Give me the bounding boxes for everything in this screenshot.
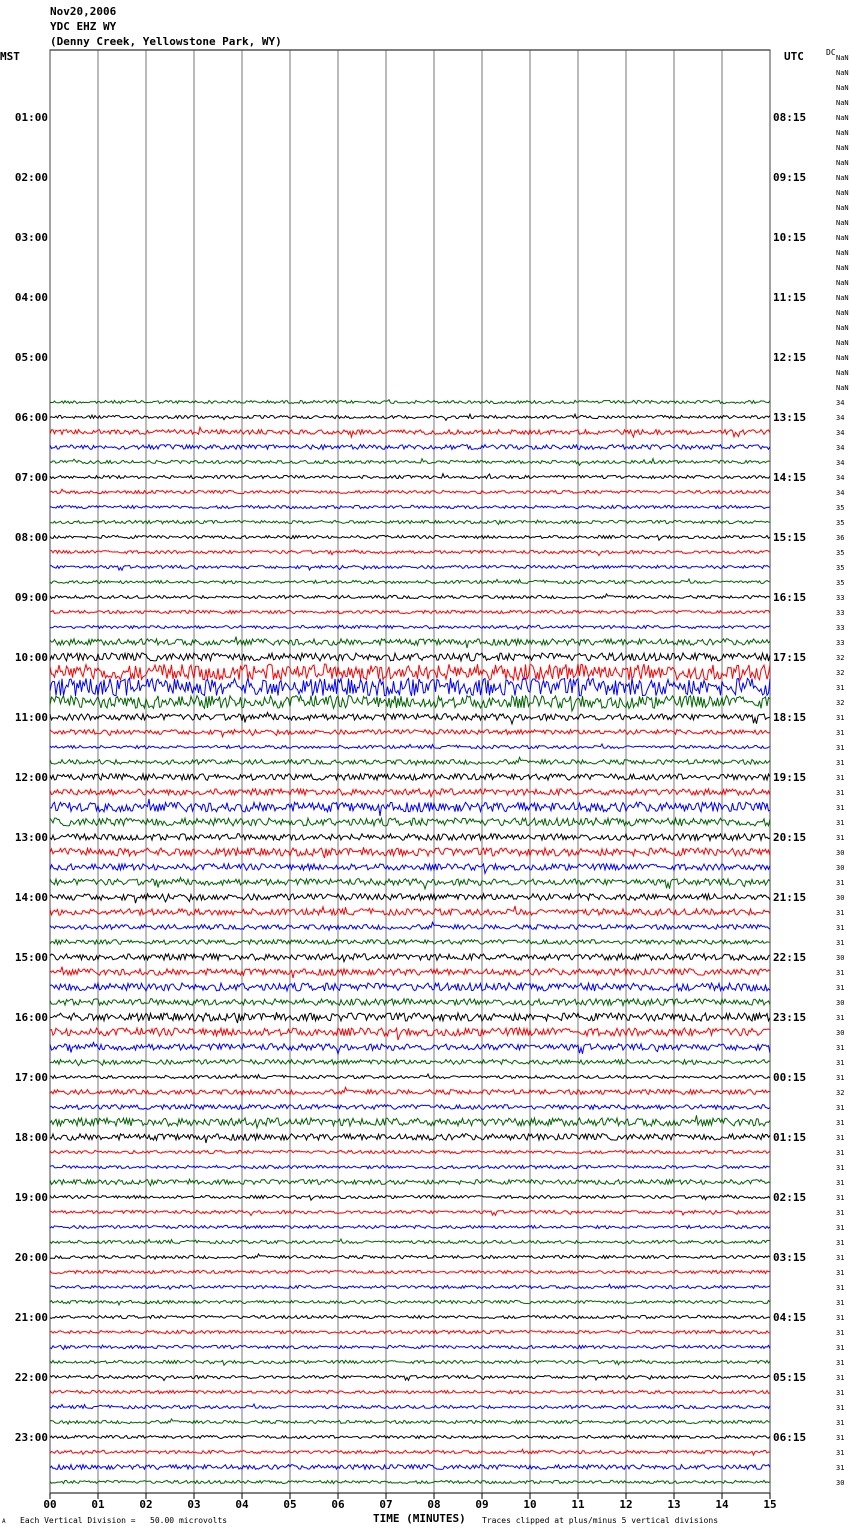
- left-hour-label: 16:00: [14, 1011, 48, 1024]
- dc-offset-value: 30: [836, 849, 845, 857]
- seismic-trace: [50, 818, 770, 826]
- dc-offset-value: 35: [836, 504, 845, 512]
- seismic-trace: [50, 520, 770, 524]
- right-hour-label: 19:15: [773, 771, 807, 784]
- dc-offset-value: NaN: [836, 369, 849, 377]
- left-hour-label: 01:00: [14, 111, 48, 124]
- dc-offset-value: 35: [836, 519, 845, 527]
- left-hour-label: 15:00: [14, 951, 48, 964]
- dc-offset-value: NaN: [836, 384, 849, 392]
- seismic-trace: [50, 1254, 770, 1259]
- seismic-trace: [50, 505, 770, 508]
- right-hour-label: 18:15: [773, 711, 807, 724]
- seismic-trace: [50, 535, 770, 540]
- right-hour-label: 17:15: [773, 651, 807, 664]
- dc-offset-value: NaN: [836, 264, 849, 272]
- right-hour-label: 13:15: [773, 411, 807, 424]
- dc-offset-value: NaN: [836, 189, 849, 197]
- dc-offset-value: 34: [836, 399, 845, 407]
- dc-offset-value: NaN: [836, 294, 849, 302]
- x-tick-label: 12: [619, 1498, 633, 1511]
- left-hour-label: 13:00: [14, 831, 48, 844]
- right-hour-label: 09:15: [773, 171, 807, 184]
- seismic-trace: [50, 864, 770, 874]
- seismic-trace: [50, 445, 770, 450]
- seismic-trace: [50, 1225, 770, 1228]
- seismic-trace: [50, 878, 770, 889]
- right-hour-label: 01:15: [773, 1131, 807, 1144]
- dc-offset-value: 31: [836, 1224, 845, 1232]
- seismic-trace: [50, 550, 770, 556]
- dc-offset-value: 30: [836, 954, 845, 962]
- dc-offset-value: 32: [836, 669, 845, 677]
- dc-offset-value: 32: [836, 1089, 845, 1097]
- left-hour-label: 07:00: [14, 471, 48, 484]
- seismic-trace: [50, 757, 770, 765]
- scale-footnote: Each Vertical Division = 50.00 microvolts: [20, 1516, 228, 1525]
- seismic-trace: [50, 847, 770, 858]
- seismic-trace: [50, 1195, 770, 1200]
- seismic-trace: [50, 1345, 770, 1349]
- seismic-trace: [50, 799, 770, 816]
- seismic-trace: [50, 610, 770, 613]
- dc-offset-value: 31: [836, 1119, 845, 1127]
- seismic-trace: [50, 1449, 770, 1455]
- dc-offset-value: 35: [836, 579, 845, 587]
- seismic-trace: [50, 696, 770, 711]
- x-tick-label: 04: [235, 1498, 249, 1511]
- seismic-trace: [50, 427, 770, 437]
- right-hour-label: 23:15: [773, 1011, 807, 1024]
- dc-offset-value: 31: [836, 1209, 845, 1217]
- dc-offset-value: NaN: [836, 84, 849, 92]
- dc-offset-value: 33: [836, 594, 845, 602]
- x-tick-label: 08: [427, 1498, 441, 1511]
- x-tick-label: 13: [667, 1498, 681, 1511]
- seismic-trace: [50, 400, 770, 404]
- plot-frame: [50, 50, 770, 1493]
- dc-offset-value: NaN: [836, 324, 849, 332]
- seismic-trace: [50, 1179, 770, 1185]
- seismic-trace: [50, 1210, 770, 1215]
- seismic-trace: [50, 1284, 770, 1289]
- dc-offset-value: NaN: [836, 249, 849, 257]
- seismic-trace: [50, 678, 770, 696]
- seismic-trace: [50, 1480, 770, 1483]
- right-hour-label: 02:15: [773, 1191, 807, 1204]
- right-timezone-label: UTC: [784, 50, 804, 63]
- dc-offset-value: 31: [836, 1164, 845, 1172]
- dc-offset-value: 35: [836, 549, 845, 557]
- dc-offset-value: 31: [836, 1059, 845, 1067]
- dc-offset-value: NaN: [836, 354, 849, 362]
- dc-offset-value: 31: [836, 879, 845, 887]
- dc-offset-value: 31: [836, 1104, 845, 1112]
- dc-offset-value: 32: [836, 654, 845, 662]
- dc-offset-value: 31: [836, 1179, 845, 1187]
- seismic-trace: [50, 1419, 770, 1424]
- dc-offset-value: 31: [836, 1329, 845, 1337]
- x-tick-label: 14: [715, 1498, 729, 1511]
- left-hour-label: 06:00: [14, 411, 48, 424]
- dc-offset-value: 30: [836, 1029, 845, 1037]
- seismic-trace: [50, 894, 770, 903]
- right-hour-label: 08:15: [773, 111, 807, 124]
- seismic-trace: [50, 1270, 770, 1273]
- left-hour-label: 18:00: [14, 1131, 48, 1144]
- seismic-trace: [50, 1150, 770, 1153]
- right-hour-label: 06:15: [773, 1431, 807, 1444]
- dc-offset-value: 30: [836, 1479, 845, 1487]
- left-hour-label: 20:00: [14, 1251, 48, 1264]
- dc-offset-value: 31: [836, 834, 845, 842]
- dc-offset-value: 31: [836, 969, 845, 977]
- right-hour-label: 10:15: [773, 231, 807, 244]
- right-hour-label: 12:15: [773, 351, 807, 364]
- x-tick-label: 09: [475, 1498, 489, 1511]
- left-hour-label: 12:00: [14, 771, 48, 784]
- left-hour-label: 02:00: [14, 171, 48, 184]
- dc-offset-value: 34: [836, 474, 845, 482]
- dc-offset-value: 31: [836, 984, 845, 992]
- seismic-trace: [50, 1360, 770, 1365]
- seismic-trace: [50, 1239, 770, 1244]
- seismic-trace: [50, 730, 770, 737]
- left-hour-label: 11:00: [14, 711, 48, 724]
- dc-offset-value: NaN: [836, 204, 849, 212]
- dc-offset-value: NaN: [836, 144, 849, 152]
- dc-offset-value: 31: [836, 1284, 845, 1292]
- dc-offset-value: 31: [836, 1314, 845, 1322]
- seismic-trace: [50, 1165, 770, 1168]
- dc-offset-value: 31: [836, 1449, 845, 1457]
- seismic-trace: [50, 1465, 770, 1470]
- seismic-trace: [50, 906, 770, 915]
- x-tick-label: 00: [43, 1498, 57, 1511]
- right-hour-label: 20:15: [773, 831, 807, 844]
- x-tick-label: 05: [283, 1498, 297, 1511]
- x-tick-label: 03: [187, 1498, 201, 1511]
- dc-offset-value: 31: [836, 1374, 845, 1382]
- dc-offset-value: 33: [836, 639, 845, 647]
- seismic-trace: [50, 1074, 770, 1079]
- dc-offset-value: NaN: [836, 114, 849, 122]
- dc-offset-value: 33: [836, 624, 845, 632]
- dc-offset-value: NaN: [836, 159, 849, 167]
- dc-offset-value: 31: [836, 924, 845, 932]
- dc-offset-value: NaN: [836, 234, 849, 242]
- seismic-trace: [50, 1087, 770, 1095]
- dc-header: DC: [826, 48, 836, 57]
- right-hour-label: 11:15: [773, 291, 807, 304]
- dc-offset-value: 31: [836, 684, 845, 692]
- corner-mark: A: [2, 1518, 6, 1525]
- dc-offset-value: 31: [836, 789, 845, 797]
- dc-offset-value: 31: [836, 1254, 845, 1262]
- seismic-trace: [50, 922, 770, 930]
- dc-offset-value: 30: [836, 864, 845, 872]
- clip-footnote: Traces clipped at plus/minus 5 vertical divisions: [482, 1516, 719, 1525]
- dc-offset-value: 36: [836, 534, 845, 542]
- seismic-trace: [50, 1435, 770, 1438]
- seismic-trace: [50, 999, 770, 1006]
- seismic-trace: [50, 1315, 770, 1318]
- dc-offset-value: 35: [836, 564, 845, 572]
- dc-offset-value: 33: [836, 609, 845, 617]
- dc-offset-value: 31: [836, 1269, 845, 1277]
- seismic-trace: [50, 1115, 770, 1128]
- right-hour-label: 16:15: [773, 591, 807, 604]
- x-tick-label: 15: [763, 1498, 777, 1511]
- date-label: Nov20,2006: [50, 5, 117, 18]
- dc-offset-value: 34: [836, 459, 845, 467]
- x-tick-label: 10: [523, 1498, 537, 1511]
- dc-offset-value: NaN: [836, 99, 849, 107]
- seismic-trace: [50, 1105, 770, 1110]
- dc-offset-value: 31: [836, 1389, 845, 1397]
- dc-offset-value: 31: [836, 939, 845, 947]
- dc-offset-value: NaN: [836, 279, 849, 287]
- x-tick-label: 11: [571, 1498, 585, 1511]
- dc-offset-value: 31: [836, 1014, 845, 1022]
- dc-offset-value: 31: [836, 1134, 845, 1142]
- right-hour-label: 03:15: [773, 1251, 807, 1264]
- seismic-trace: [50, 489, 770, 493]
- dc-offset-value: NaN: [836, 129, 849, 137]
- left-hour-label: 08:00: [14, 531, 48, 544]
- dc-offset-value: 31: [836, 1404, 845, 1412]
- dc-offset-value: 30: [836, 894, 845, 902]
- seismic-trace: [50, 1404, 770, 1409]
- dc-offset-value: NaN: [836, 309, 849, 317]
- seismic-trace: [50, 983, 770, 991]
- dc-offset-value: 31: [836, 729, 845, 737]
- left-hour-label: 23:00: [14, 1431, 48, 1444]
- seismic-trace: [50, 1028, 770, 1040]
- right-hour-label: 00:15: [773, 1071, 807, 1084]
- right-hour-label: 04:15: [773, 1311, 807, 1324]
- dc-offset-value: 31: [836, 774, 845, 782]
- left-hour-label: 05:00: [14, 351, 48, 364]
- seismic-trace: [50, 774, 770, 780]
- dc-offset-value: 31: [836, 1419, 845, 1427]
- left-hour-label: 09:00: [14, 591, 48, 604]
- right-hour-label: 05:15: [773, 1371, 807, 1384]
- left-hour-label: 19:00: [14, 1191, 48, 1204]
- right-hour-label: 22:15: [773, 951, 807, 964]
- seismic-trace: [50, 744, 770, 749]
- seismic-trace: [50, 594, 770, 599]
- left-hour-label: 21:00: [14, 1311, 48, 1324]
- seismic-trace: [50, 967, 770, 978]
- seismic-trace: [50, 954, 770, 962]
- dc-offset-value: 31: [836, 1149, 845, 1157]
- seismic-trace: [50, 637, 770, 648]
- dc-offset-value: NaN: [836, 174, 849, 182]
- seismic-trace: [50, 1330, 770, 1333]
- seismic-trace: [50, 474, 770, 479]
- station-label: YDC EHZ WY: [50, 20, 117, 33]
- dc-offset-value: 31: [836, 1434, 845, 1442]
- dc-offset-value: 31: [836, 909, 845, 917]
- dc-offset-value: 34: [836, 429, 845, 437]
- dc-offset-value: NaN: [836, 69, 849, 77]
- seismic-trace: [50, 1060, 770, 1066]
- x-axis-label: TIME (MINUTES): [373, 1512, 466, 1525]
- dc-offset-value: 31: [836, 714, 845, 722]
- x-tick-label: 02: [139, 1498, 153, 1511]
- dc-offset-value: NaN: [836, 339, 849, 347]
- seismic-trace: [50, 1300, 770, 1305]
- dc-offset-value: 31: [836, 1359, 845, 1367]
- seismic-trace: [50, 664, 770, 680]
- left-hour-label: 14:00: [14, 891, 48, 904]
- seismic-trace: [50, 1375, 770, 1380]
- left-hour-label: 10:00: [14, 651, 48, 664]
- dc-offset-value: NaN: [836, 219, 849, 227]
- x-tick-label: 01: [91, 1498, 105, 1511]
- dc-offset-value: NaN: [836, 54, 849, 62]
- seismic-trace: [50, 834, 770, 841]
- right-hour-label: 15:15: [773, 531, 807, 544]
- dc-offset-value: 31: [836, 1194, 845, 1202]
- seismic-trace: [50, 940, 770, 945]
- location-label: (Denny Creek, Yellowstone Park, WY): [50, 35, 282, 48]
- dc-offset-value: 31: [836, 1074, 845, 1082]
- dc-offset-value: 32: [836, 699, 845, 707]
- left-hour-label: 04:00: [14, 291, 48, 304]
- dc-offset-value: 34: [836, 414, 845, 422]
- seismic-trace: [50, 579, 770, 584]
- seismic-trace: [50, 1134, 770, 1143]
- left-hour-label: 03:00: [14, 231, 48, 244]
- dc-offset-value: 31: [836, 1464, 845, 1472]
- x-tick-label: 06: [331, 1498, 345, 1511]
- dc-offset-value: 30: [836, 999, 845, 1007]
- seismic-trace: [50, 459, 770, 466]
- dc-offset-value: 31: [836, 759, 845, 767]
- dc-offset-value: 31: [836, 1344, 845, 1352]
- seismic-trace: [50, 565, 770, 570]
- dc-offset-value: 31: [836, 744, 845, 752]
- dc-offset-value: 34: [836, 489, 845, 497]
- seismic-trace: [50, 414, 770, 420]
- seismic-trace: [50, 625, 770, 629]
- x-tick-label: 07: [379, 1498, 393, 1511]
- dc-offset-value: 31: [836, 1044, 845, 1052]
- dc-offset-value: 31: [836, 1299, 845, 1307]
- seismic-trace: [50, 653, 770, 661]
- seismic-trace: [50, 1012, 770, 1023]
- left-hour-label: 17:00: [14, 1071, 48, 1084]
- dc-offset-value: 31: [836, 819, 845, 827]
- seismic-trace: [50, 1043, 770, 1054]
- seismic-trace: [50, 789, 770, 797]
- right-hour-label: 21:15: [773, 891, 807, 904]
- dc-offset-value: 31: [836, 1239, 845, 1247]
- seismic-trace: [50, 713, 770, 724]
- left-timezone-label: MST: [0, 50, 20, 63]
- right-hour-label: 14:15: [773, 471, 807, 484]
- seismic-trace: [50, 1390, 770, 1393]
- left-hour-label: 22:00: [14, 1371, 48, 1384]
- dc-offset-value: 31: [836, 804, 845, 812]
- dc-offset-value: 34: [836, 444, 845, 452]
